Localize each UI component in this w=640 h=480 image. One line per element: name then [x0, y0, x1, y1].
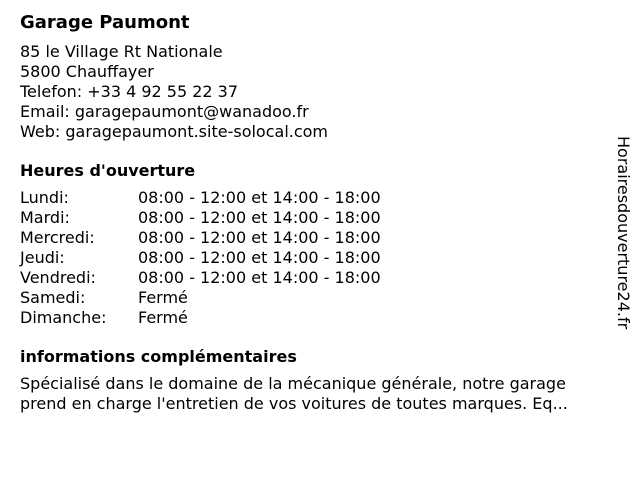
hours-time: 08:00 - 12:00 et 14:00 - 18:00: [138, 188, 381, 207]
business-name: Garage Paumont: [20, 12, 190, 33]
hours-day-label: Samedi:: [20, 288, 86, 307]
hours-day-label: Mardi:: [20, 208, 70, 227]
hours-time: 08:00 - 12:00 et 14:00 - 18:00: [138, 248, 381, 267]
hours-row-tuesday: [20, 208, 610, 228]
hours-day-label: Mercredi:: [20, 228, 95, 247]
hours-day-label: Dimanche:: [20, 308, 107, 327]
hours-row-saturday: [20, 288, 610, 308]
email-line: Email: garagepaumont@wanadoo.fr: [20, 102, 309, 121]
hours-day-label: Jeudi:: [20, 248, 65, 267]
hours-title: Heures d'ouverture: [20, 161, 196, 180]
hours-day-label: Lundi:: [20, 188, 69, 207]
hours-day-label: Vendredi:: [20, 268, 96, 287]
hours-row-friday: [20, 268, 610, 288]
hours-time: Fermé: [138, 288, 188, 307]
address-line-1: 85 le Village Rt Nationale: [20, 42, 223, 61]
hours-time: Fermé: [138, 308, 188, 327]
hours-time: 08:00 - 12:00 et 14:00 - 18:00: [138, 268, 381, 287]
hours-row-wednesday: [20, 228, 610, 248]
address-line-2: 5800 Chauffayer: [20, 62, 154, 81]
hours-time: 08:00 - 12:00 et 14:00 - 18:00: [138, 228, 381, 247]
site-watermark: Horairesdouverture24.fr: [614, 136, 633, 330]
hours-row-sunday: [20, 308, 610, 328]
hours-row-thursday: [20, 248, 610, 268]
hours-time: 08:00 - 12:00 et 14:00 - 18:00: [138, 208, 381, 227]
business-card: [20, 10, 610, 414]
info-description: Spécialisé dans le domaine de la mécanique générale, notre garage prend en charge l'entretien de vos voitures de toutes marques. Eq...: [20, 374, 568, 413]
web-line: Web: garagepaumont.site-solocal.com: [20, 122, 329, 141]
info-title: informations complémentaires: [20, 347, 297, 366]
phone-line: Telefon: +33 4 92 55 22 37: [20, 82, 239, 101]
hours-row-monday: [20, 188, 610, 208]
